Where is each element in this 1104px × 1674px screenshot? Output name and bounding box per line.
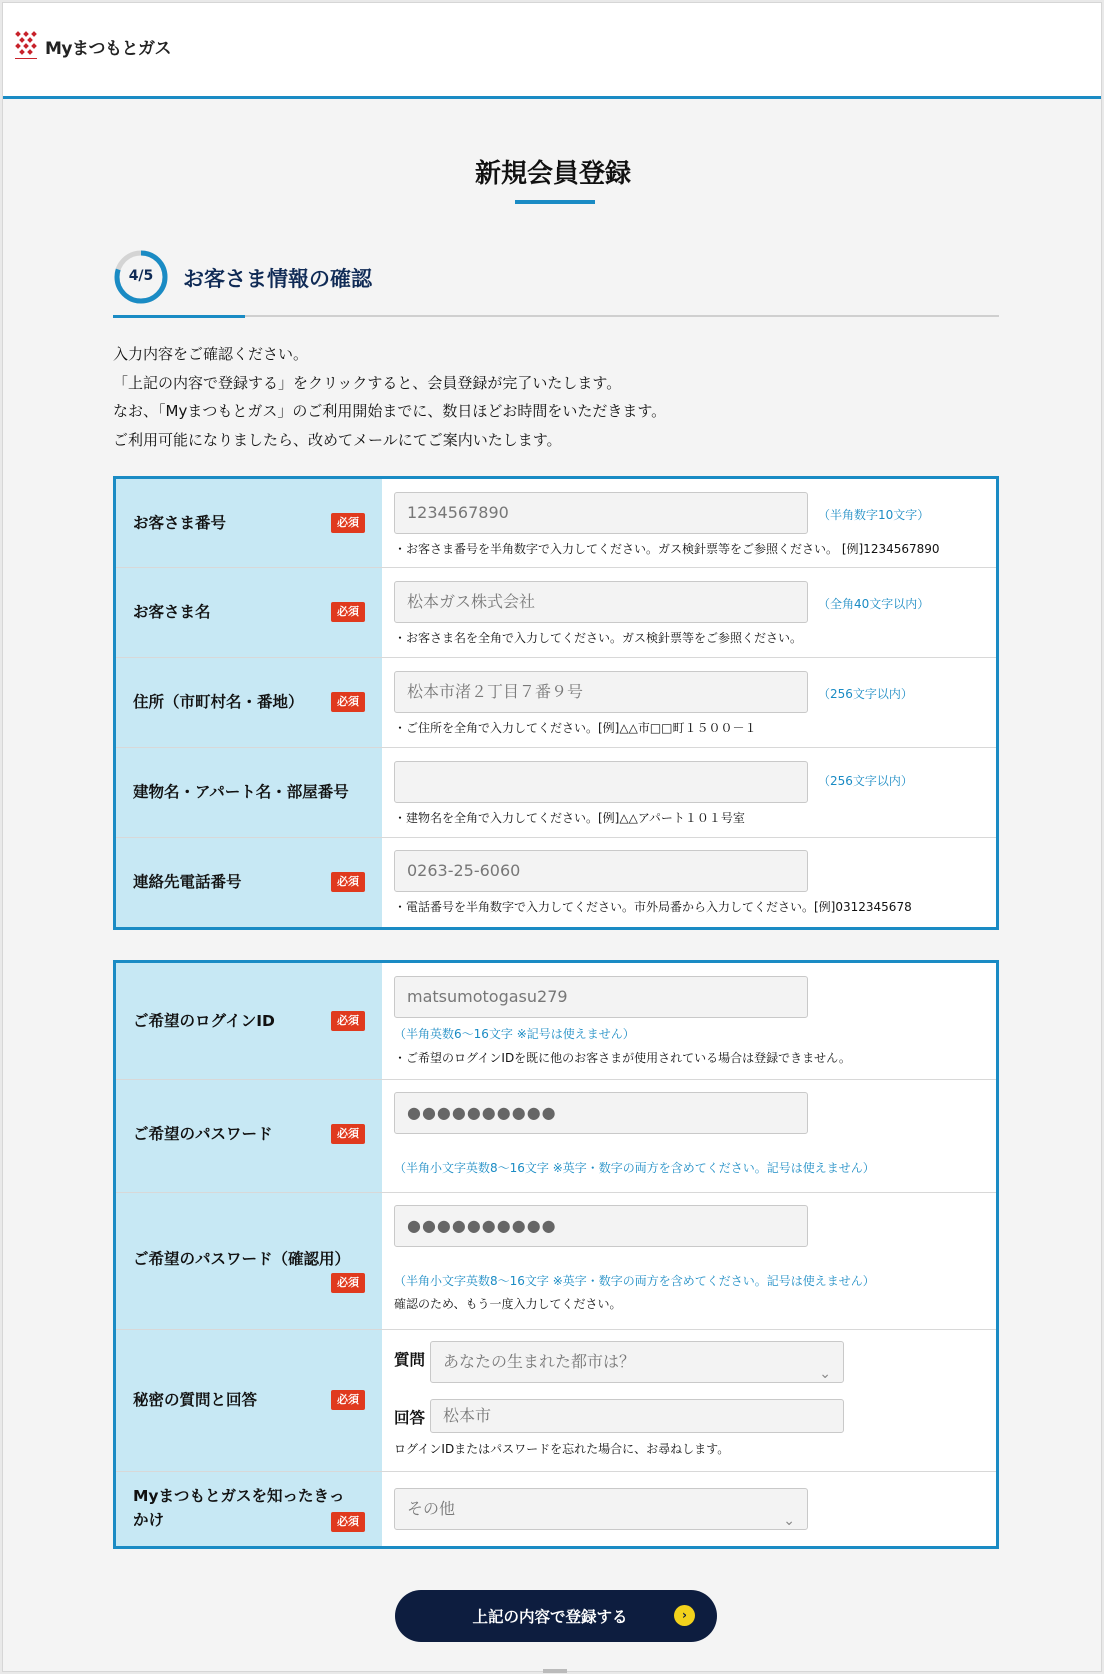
chevron-down-icon: ⌄ — [783, 1513, 795, 1529]
row-customer-name — [116, 568, 996, 658]
address-label: 住所（市町村名・番地） — [133, 693, 304, 711]
scroll-indicator — [543, 1669, 567, 1673]
building-field[interactable] — [394, 761, 808, 803]
intro-text — [113, 340, 999, 454]
input-cell — [382, 1080, 996, 1192]
how-found-select[interactable] — [394, 1488, 808, 1530]
intro-line: 「上記の内容で登録する」をクリックすると、会員登録が完了いたします。 — [113, 373, 622, 392]
register-submit-label: 上記の内容で登録する — [472, 1608, 628, 1626]
question-select-value: あなたの生まれた都市は？ — [443, 1352, 636, 1371]
customer-name-hint: ・お客さま名を全角で入力してください。ガス検針票等をご参照ください。 — [394, 631, 803, 645]
account-info-table — [113, 960, 999, 1549]
required-badge: 必須 — [331, 1273, 365, 1293]
required-badge: 必須 — [331, 1512, 365, 1532]
password-confirm-field[interactable]: ●●●●●●●●●● — [394, 1205, 808, 1247]
answer-field[interactable]: 松本市 — [430, 1399, 844, 1433]
phone-field[interactable]: 0263-25-6060 — [394, 850, 808, 892]
customer-number-note: （半角数字10文字） — [818, 508, 930, 522]
customer-info-table — [113, 476, 999, 930]
input-cell — [382, 1472, 996, 1546]
row-phone — [116, 838, 996, 927]
customer-number-hint: ・お客さま番号を半角数字で入力してください。ガス検針票等をご参照ください。 [例]1234567890 — [394, 542, 940, 556]
step-heading: お客さま情報の確認 — [183, 267, 372, 291]
site-header — [3, 3, 1101, 99]
address-note: （256文字以内） — [818, 687, 913, 701]
register-submit-button[interactable] — [395, 1590, 717, 1642]
label-cell — [116, 1193, 382, 1329]
step-indicator — [113, 249, 999, 319]
intro-line: なお、「Myまつもとガス」のご利用開始までに、数日ほどお時間をいただきます。 — [113, 402, 667, 420]
login-id-hint: ・ご希望のログインIDを既に他のお客さまが使用されている場合は登録できません。 — [394, 1051, 851, 1065]
input-cell — [382, 838, 996, 927]
password-confirm-hint: 確認のため、もう一度入力してください。 — [394, 1297, 622, 1311]
row-password-confirm — [116, 1193, 996, 1330]
password-field[interactable]: ●●●●●●●●●● — [394, 1092, 808, 1134]
required-badge: 必須 — [331, 1124, 365, 1144]
row-address — [116, 658, 996, 748]
required-badge: 必須 — [331, 513, 365, 533]
customer-name-label: お客さま名 — [133, 603, 211, 621]
page-frame — [2, 2, 1102, 1672]
required-badge: 必須 — [331, 1011, 365, 1031]
input-cell — [382, 1330, 996, 1471]
login-id-note: （半角英数6～16文字 ※記号は使えません） — [394, 1027, 635, 1041]
login-id-label: ご希望のログインID — [133, 1012, 275, 1030]
password-confirm-label: ご希望のパスワード（確認用） — [133, 1250, 351, 1268]
label-cell — [116, 479, 382, 567]
input-cell — [382, 1193, 996, 1329]
row-customer-number — [116, 479, 996, 568]
how-found-select-value: その他 — [407, 1499, 456, 1518]
row-secret-question — [116, 1330, 996, 1472]
required-badge: 必須 — [331, 872, 365, 892]
matsumoto-gas-logo-icon — [13, 31, 39, 61]
label-cell — [116, 1472, 382, 1546]
how-found-label-line2: かけ — [133, 1511, 165, 1529]
step-divider-accent — [113, 315, 245, 318]
label-cell — [116, 963, 382, 1079]
label-cell — [116, 748, 382, 837]
row-login-id — [116, 963, 996, 1080]
question-label: 質問 — [394, 1351, 426, 1369]
address-hint: ・ご住所を全角で入力してください。[例]△△市□□町１５００－１ — [394, 721, 757, 735]
label-cell — [116, 838, 382, 927]
label-cell — [116, 1080, 382, 1192]
intro-line: 入力内容をご確認ください。 — [113, 345, 309, 363]
label-cell — [116, 568, 382, 657]
input-cell — [382, 479, 996, 567]
customer-number-label: お客さま番号 — [133, 514, 227, 532]
password-confirm-note: （半角小文字英数8～16文字 ※英字・数字の両方を含めてください。記号は使えません） — [394, 1274, 875, 1288]
logo-text: Myまつもとガス — [45, 38, 171, 59]
password-label: ご希望のパスワード — [133, 1125, 273, 1143]
customer-number-field[interactable]: 1234567890 — [394, 492, 808, 534]
title-underline — [515, 200, 595, 204]
login-id-field[interactable]: matsumotogasu279 — [394, 976, 808, 1018]
phone-hint: ・電話番号を半角数字で入力してください。市外局番から入力してください。[例]0312345678 — [394, 900, 912, 914]
phone-label: 連絡先電話番号 — [133, 873, 242, 891]
site-logo[interactable] — [13, 31, 171, 61]
step-count: 4/5 — [128, 268, 154, 284]
label-cell — [116, 1330, 382, 1471]
password-note: （半角小文字英数8～16文字 ※英字・数字の両方を含めてください。記号は使えません） — [394, 1161, 875, 1175]
input-cell — [382, 658, 996, 747]
step-divider — [113, 315, 999, 317]
how-found-label-line1: Myまつもとガスを知ったきっ — [133, 1487, 345, 1505]
building-hint: ・建物名を全角で入力してください。[例]△△アパート１０１号室 — [394, 811, 745, 825]
customer-name-field[interactable]: 松本ガス株式会社 — [394, 581, 808, 623]
customer-name-note: （全角40文字以内） — [818, 597, 930, 611]
label-cell — [116, 658, 382, 747]
chevron-down-icon: ⌄ — [819, 1366, 831, 1382]
required-badge: 必須 — [331, 692, 365, 712]
input-cell — [382, 568, 996, 657]
row-building — [116, 748, 996, 838]
question-select[interactable] — [430, 1341, 844, 1383]
arrow-right-icon: › — [674, 1605, 695, 1626]
secret-label: 秘密の質問と回答 — [133, 1391, 258, 1409]
building-label: 建物名・アパート名・部屋番号 — [133, 783, 349, 801]
answer-label: 回答 — [394, 1409, 426, 1427]
input-cell — [382, 748, 996, 837]
building-note: （256文字以内） — [818, 774, 913, 788]
row-password — [116, 1080, 996, 1193]
address-field[interactable]: 松本市渚２丁目７番９号 — [394, 671, 808, 713]
page-title: 新規会員登録 — [474, 159, 631, 189]
row-how-found — [116, 1472, 996, 1546]
intro-line: ご利用可能になりましたら、改めてメールにてご案内いたします。 — [113, 430, 562, 449]
required-badge: 必須 — [331, 602, 365, 622]
required-badge: 必須 — [331, 1390, 365, 1410]
secret-hint: ログインIDまたはパスワードを忘れた場合に、お尋ねします。 — [394, 1442, 730, 1456]
input-cell — [382, 963, 996, 1079]
